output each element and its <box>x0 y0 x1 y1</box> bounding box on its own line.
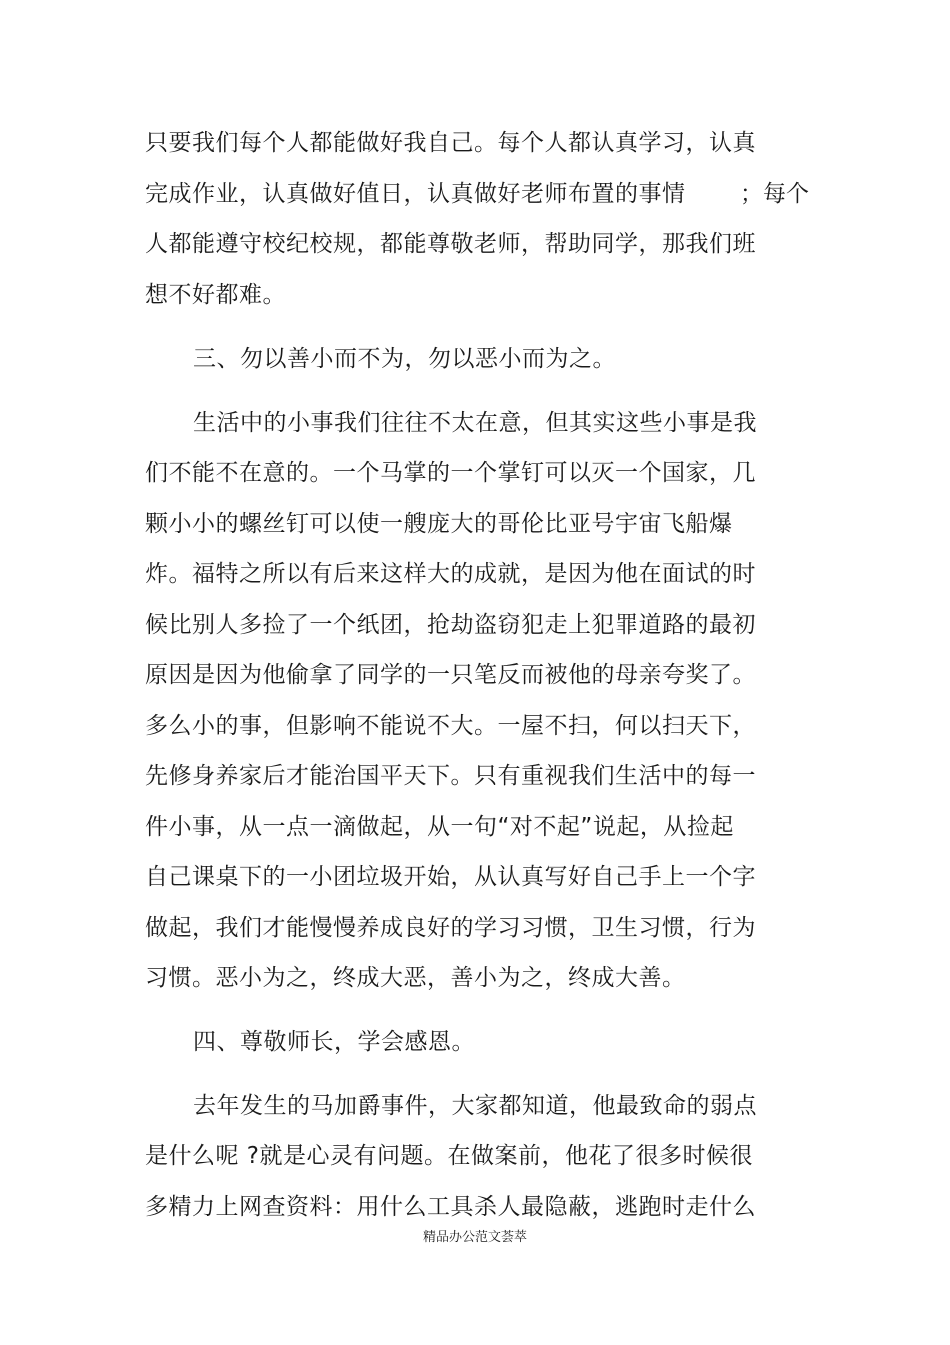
page-footer: 精品办公范文荟萃 <box>422 1230 527 1245</box>
text-line: 做起，我们才能慢慢养成良好的学习习惯，卫生习惯，行为 <box>145 915 756 941</box>
text-line: 件小事，从一点一滴做起，从一句“对不起”说起，从捡起 <box>145 814 734 840</box>
text-line: 多么小的事，但影响不能说不大。一屋不扫，何以扫天下， <box>145 713 756 739</box>
text-line: 只要我们每个人都能做好我自己。每个人都认真学习，认真 <box>145 130 756 156</box>
text-line: 多精力上网查资料：用什么工具杀人最隐蔽，逃跑时走什么 <box>145 1194 756 1220</box>
text-line: 候比别人多捡了一个纸团，抢劫盗窃犯走上犯罪道路的最初 <box>145 612 756 638</box>
text-line: 完成作业，认真做好值日，认真做好老师布置的事情 <box>145 181 686 207</box>
text-line: 是什么呢 ?就是心灵有问题。在做案前，他花了很多时候很 <box>145 1143 754 1169</box>
text-line: 生活中的小事我们往往不太在意，但其实这些小事是我 <box>193 410 757 436</box>
section-heading: 四、尊敬师长，学会感恩。 <box>193 1029 475 1055</box>
text-line: 颗小小的螺丝钉可以使一艘庞大的哥伦比亚号宇宙飞船爆 <box>145 511 733 537</box>
text-line: 自己课桌下的一小团垃圾开始，从认真写好自己手上一个字 <box>145 864 756 890</box>
text-line-fragment: ；每个 <box>740 181 809 207</box>
text-line: 炸。福特之所以有后来这样大的成就，是因为他在面试的时 <box>145 561 756 587</box>
section-heading: 三、勿以善小而不为，勿以恶小而为之。 <box>193 346 616 372</box>
text-line: 们不能不在意的。一个马掌的一个掌钉可以灭一个国家，几 <box>145 460 756 486</box>
text-line: 想不好都难。 <box>145 282 286 308</box>
text-line: 原因是因为他偷拿了同学的一只笔反而被他的母亲夸奖了。 <box>145 662 756 688</box>
text-line: 去年发生的马加爵事件，大家都知道，他最致命的弱点 <box>193 1093 757 1119</box>
text-line: 习惯。恶小为之，终成大恶，善小为之，终成大善。 <box>145 965 686 991</box>
text-line: 人都能遵守校纪校规，都能尊敬老师，帮助同学，那我们班 <box>145 231 756 257</box>
text-line: 先修身养家后才能治国平天下。只有重视我们生活中的每一 <box>145 763 756 789</box>
